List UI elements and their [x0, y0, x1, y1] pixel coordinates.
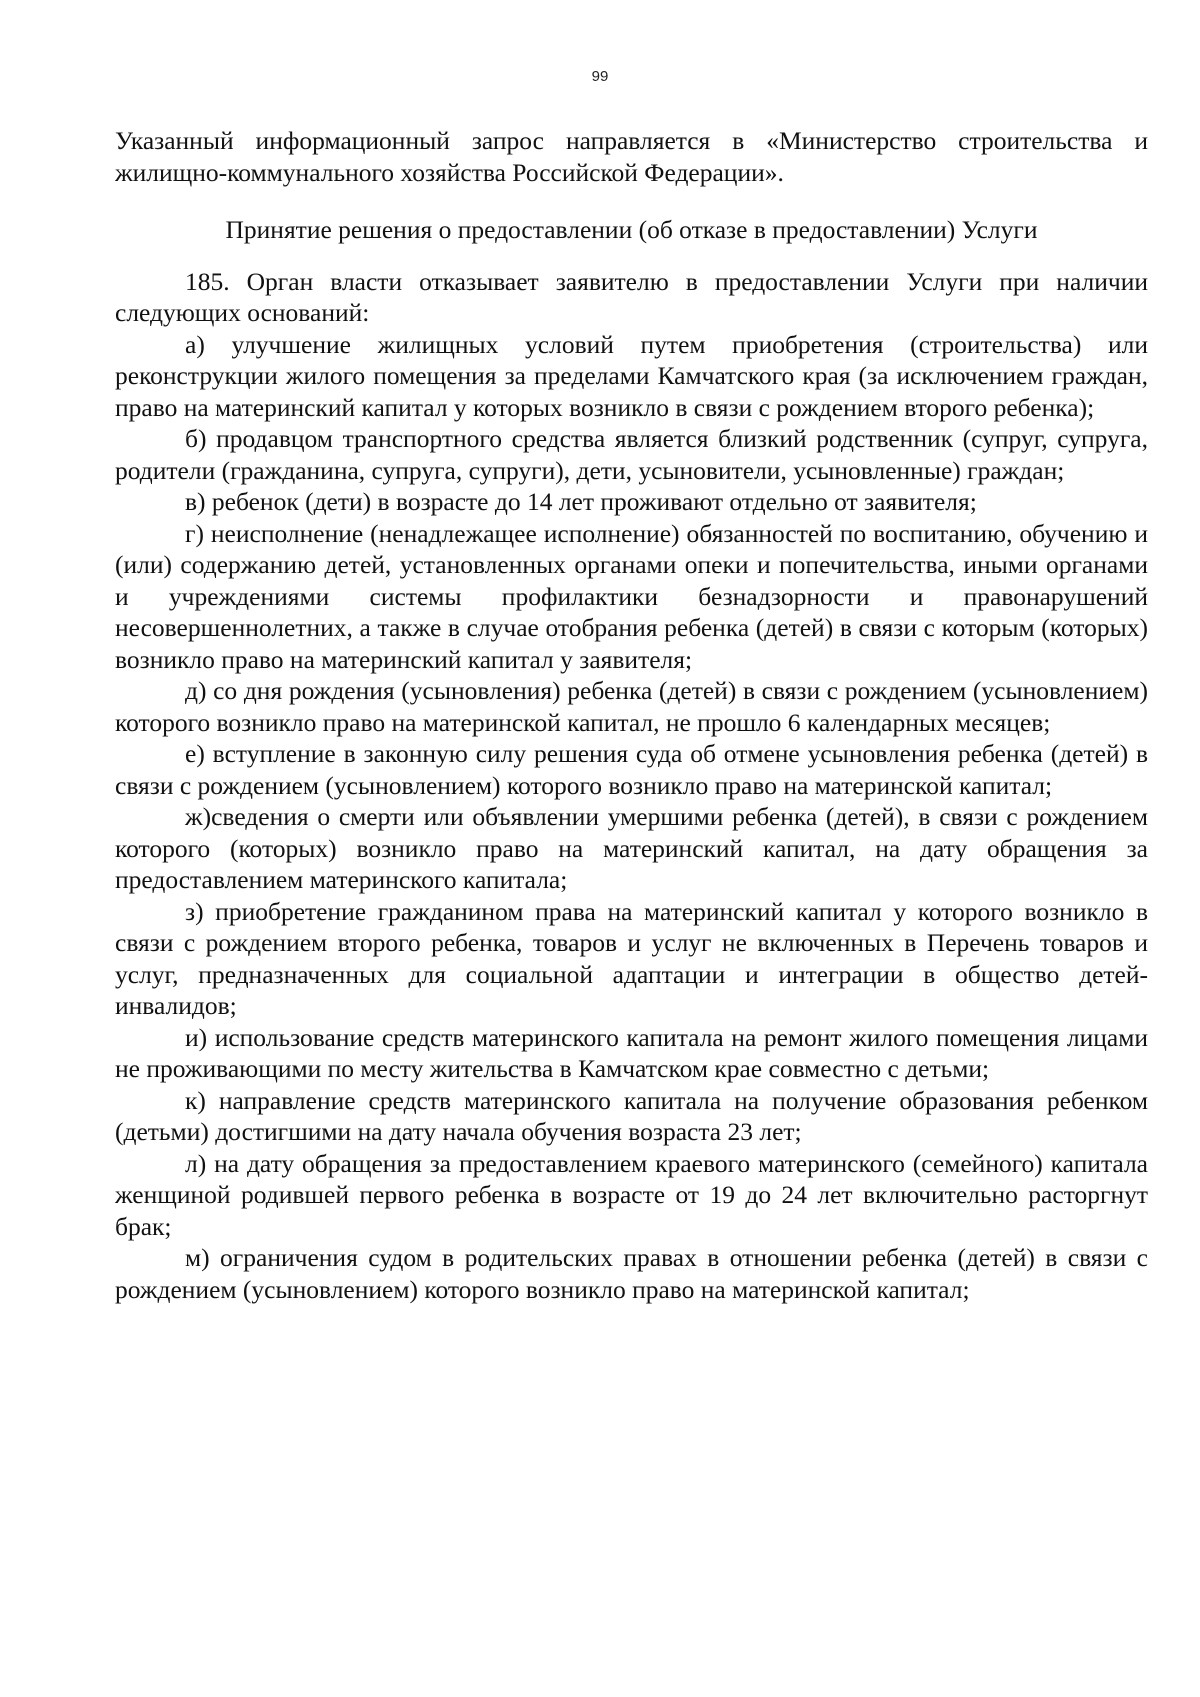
list-item-d: д) со дня рождения (усыновления) ребенка (детей) в связи с рождением (усыновлением) которого возникло право на материнской капитал, не прошло 6 календарных месяцев;	[115, 676, 1148, 737]
clause-185: 185. Орган власти отказывает заявителю в предоставлении Услуги при наличии следующих оснований:	[115, 266, 1148, 327]
list-item-e: е) вступление в законную силу решения суда об отмене усыновления ребенка (детей) в связи с рождением (усыновлением) которого возникло право на материнской капитал;	[115, 739, 1148, 800]
page-number: 99	[591, 68, 609, 85]
list-item-b: б) продавцом транспортного средства является близкий родственник (супруг, супруга, родители (гражданина, супруга, супруги), дети, усыновители, усыновленные) граждан;	[115, 424, 1148, 485]
list-item-zh: ж)сведения о смерти или объявлении умершими ребенка (детей), в связи с рождением которого (которых) возникло право на материнский капитал, на дату обращения за предоставлением материнского капитала;	[115, 802, 1148, 894]
list-item-k: к) направление средств материнского капитала на получение образования ребенком (детьми) достигшими на дату начала обучения возраста 23 лет;	[115, 1085, 1148, 1146]
list-item-i: и) использование средств материнского капитала на ремонт жилого помещения лицами не проживающими по месту жительства в Камчатском крае совместно с детьми;	[115, 1022, 1148, 1083]
list-item-z: з) приобретение гражданином права на материнский капитал у которого возникло в связи с рождением второго ребенка, товаров и услуг не включенных в Перечень товаров и услуг, предназначенных для социальной адаптации и интеграции в общество детей-инвалидов;	[115, 896, 1148, 1020]
list-item-m: м) ограничения судом в родительских правах в отношении ребенка (детей) в связи с рождением (усыновлением) которого возникло право на материнской капитал;	[115, 1243, 1148, 1304]
list-item-v: в) ребенок (дети) в возрасте до 14 лет проживают отдельно от заявителя;	[185, 487, 977, 516]
list-item-a: а) улучшение жилищных условий путем приобретения (строительства) или реконструкции жилого помещения за пределами Камчатского края (за исключением граждан, право на материнский капитал у которых возникло в связи с рождением второго ребенка);	[115, 329, 1148, 422]
list-item-l: л) на дату обращения за предоставлением краевого материнского (семейного) капитала женщиной родившей первого ребенка в возрасте от 19 до 24 лет включительно расторгнут брак;	[115, 1148, 1148, 1241]
intro-paragraph: Указанный информационный запрос направляется в «Министерство строительства и жилищно-коммунального хозяйства Российской Федерации».	[115, 126, 1148, 187]
document-body	[115, 125, 1148, 1305]
section-heading: Принятие решения о предоставлении (об отказе в предоставлении) Услуги	[225, 215, 1038, 244]
list-item-g: г) неисполнение (ненадлежащее исполнение) обязанностей по воспитанию, обучению и (или) содержанию детей, установленных органами опеки и попечительства, иными органами и учреждениями системы профилактики безнадзорности и правонарушений несовершеннолетних, а также в случае отобрания ребенка (детей) в связи с которым (которых) возникло право на материнский капитал у заявителя;	[115, 518, 1148, 674]
